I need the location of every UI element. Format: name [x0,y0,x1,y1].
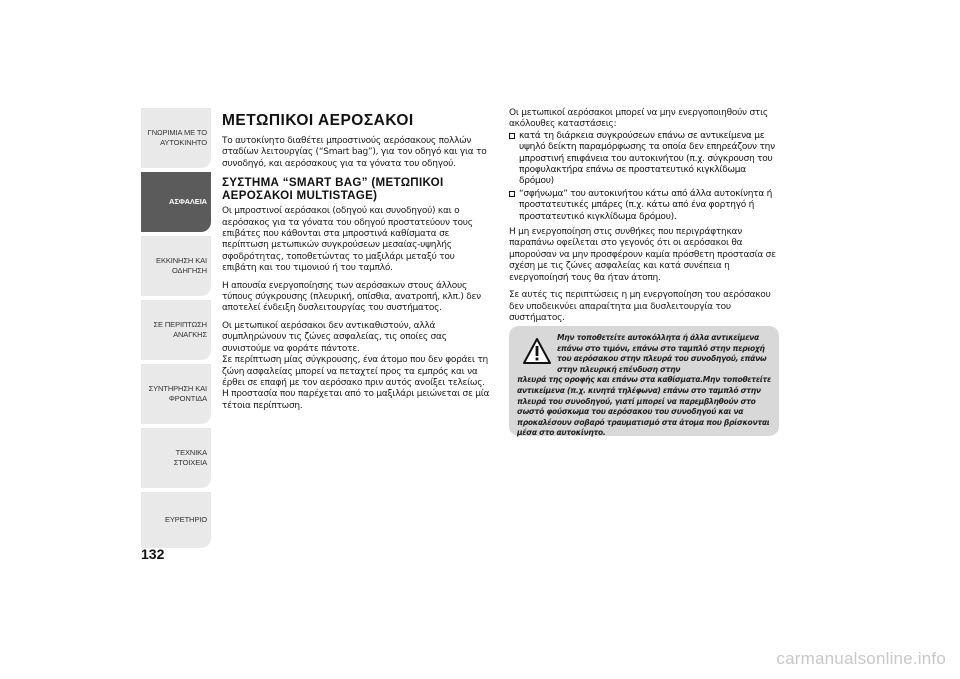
tab-starting-driving[interactable]: ΕΚΚΙΝΗΣΗ ΚΑΙ ΟΔΗΓΗΣΗ [141,236,211,296]
tab-technical-data[interactable]: ΤΕΧΝΙΚΑ ΣΤΟΙΧΕΙΑ [141,428,211,488]
paragraph-seat-belts: Οι μετωπικοί αερόσακοι δεν αντικαθιστούν, αλλά συμπληρώνουν τις ζώνες ασφαλείας, τις οποίες σας συνιστούμε να φοράτε πάντοτε. [222,320,447,354]
paragraph-non-activation: Η απουσία ενεργοποίησης των αερόσακων στους άλλους τύπους σύγκρουσης (πλευρική, οπίσθια, ανατροπή, κλπ.) δεν αποτελεί ένδειξη δυσλειτουργίας του συστήματος. [222,280,481,314]
conditions-intro: Οι μετωπικοί αερόσακοι μπορεί να μην ενεργοποιηθούν στις ακόλουθες καταστάσεις: [509,108,768,130]
page-number: 132 [141,546,165,562]
paragraph-no-malfunction: Σε αυτές τις περιπτώσεις η μη ενεργοποίηση του αερόσακου δεν υποδεικνύει απαραίτητα μια δυσλειτουργία του συστήματος. [509,290,771,323]
warning-text-rest: πλευρά της οροφής και επάνω στα καθίσματα.Μην τοποθετείτε αντικείμενα (π.χ. κινητά τηλέφωνα) επάνω στο ταμπλό στην πλευρά του συνοδηγού, γιατί μπορεί να παρεμβληθούν στο σωστό φούσκωμα του αερόσακου του συνοδηγού και να προκαλέσουν σοβαρό τραυματισμό στα άτομα που βρίσκονται μέσα στο αυτοκίνητο. [517,375,771,438]
subsection-title: ΣΥΣΤΗΜΑ “SMART BAG” (ΜΕΤΩΠΙΚΟΙ ΑΕΡΟΣΑΚΟΙ MULTISTAGE) [222,176,444,203]
warning-text-lead: Μην τοποθετείτε αυτοκόλλητα ή άλλα αντικείμενα επάνω στο τιμόνι, επάνω στο ταμπλό στην περιοχή του αερόσακου στην πλευρά του συνοδηγού, επάνω στην πλευρική επένδυση στην [557,333,767,374]
checkbox-bullet-icon [509,191,515,197]
paragraph-unbelted: Σε περίπτωση μίας σύγκρουσης, ένα άτομο που δεν φοράει τη ζώνη ασφαλείας μπορεί να πεταχτεί προς τα εμπρός και να έρθει σε επαφή με τον αερόσακο πριν αυτός ανοίξει τελείως. Η προστασία που παρέχεται από το μαξιλάρι μειώνεται σε μία τέτοια περίπτωση. [222,355,490,411]
warning-triangle-icon [523,338,551,364]
conditions-list [509,131,779,223]
warning-text [517,333,771,439]
watermark: carmanualsonline.info [776,649,946,668]
tab-emergency[interactable]: ΣΕ ΠΕΡΙΠΤΩΣΗ ΑΝΑΓΚΗΣ [141,300,211,360]
tab-getting-to-know[interactable]: ΓΝΩΡΙΜΙΑ ΜΕ ΤΟ ΑΥΤΟΚΙΝΗΤΟ [141,108,211,168]
section-title: ΜΕΤΩΠΙΚΟΙ ΑΕΡΟΣΑΚΟΙ [222,112,414,129]
intro-paragraph: Το αυτοκίνητο διαθέτει μπροστινούς αερόσακους πολλών σταδίων λειτουργίας (“Smart bag”), για τον οδηγό και για το συνοδηγό, και αερόσακους για τα γόνατα του οδηγού. [222,136,487,169]
paragraph-explanation: Η μη ενεργοποίηση στις συνθήκες που περιγράφτηκαν παραπάνω οφείλεται στο γεγονός ότι οι αερόσακοι θα μπορούσαν να μην προσφέρουν καμία πρόσθετη προστασία σε σχέση με τις ζώνες ασφαλείας και κατά συνέπεια η ενεργοποίησή τους θα ήταν άτοπη. [509,227,776,283]
right-column [509,108,779,330]
warning-box [509,326,779,436]
checkbox-bullet-icon [509,133,515,139]
list-item: κατά τη διάρκεια συγκρούσεων επάνω σε αντικείμενα με υψηλό δείκτη παραμόρφωσης τα οποία δεν επηρεάζουν την μπροστινή επιφάνεια του αυτοκινήτου (π.χ. σύγκρουση του προφυλακτήρα επάνω σε προστατευτικό κιγκλίδωμα δρόμου) [509,131,779,188]
tab-safety[interactable]: ΑΣΦΑΛΕΙΑ [141,172,211,232]
left-column [222,112,490,418]
paragraph-protection: Οι μπροστινοί αερόσακοι (οδηγού και συνοδηγού) και ο αερόσακος για τα γόνατα του οδηγού προστατεύουν τους επιβάτες που κάθονται στα μπροστινά καθίσματα σε περίπτωση μετωπικών συγκρούσεων μεσαίας-υψηλής σφοδρότητας, τοποθετώντας το μαξιλάρι μεταξύ του επιβάτη και του τιμονιού ή του ταμπλό. [222,206,473,274]
list-item: “σφήνωμα” του αυτοκινήτου κάτω από άλλα αυτοκίνητα ή προστατευτικές μπάρες (π.χ. κάτω από ένα φορτηγό ή προστατευτικό κιγκλίδωμα δρόμου). [509,189,779,223]
tab-maintenance[interactable]: ΣΥΝΤΗΡΗΣΗ ΚΑΙ ΦΡΟΝΤΙΔΑ [141,364,211,424]
tab-index[interactable]: ΕΥΡΕΤΗΡΙΟ [141,492,211,548]
